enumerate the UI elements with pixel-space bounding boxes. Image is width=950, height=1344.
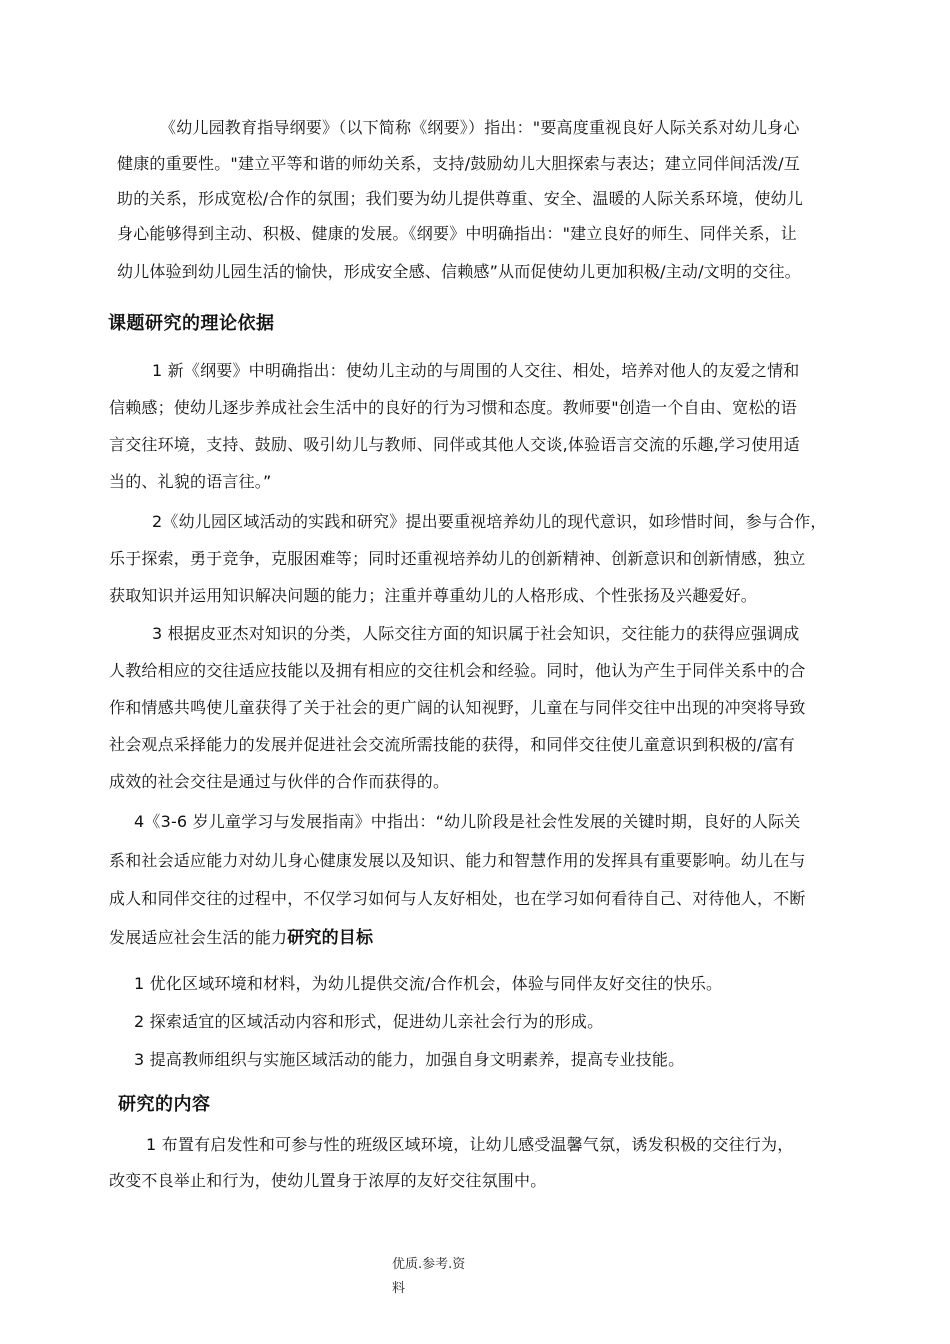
- list-item: 2 探索适宜的区域活动内容和形式，促进幼儿亲社会行为的形成。: [134, 1012, 604, 1031]
- text-line: 作和情感共鸣使儿童获得了关于社会的更广阔的认知视野，儿童在与同伴交往中出现的冲突将导致: [109, 698, 806, 717]
- section-heading-goals: 研究的目标: [287, 928, 374, 948]
- text-line: 获取知识并运用知识解决问题的能力；注重并尊重幼儿的人格形成、个性张扬及兴趣爱好。: [109, 586, 758, 605]
- text-line: 言交往环境，支持、鼓励、吸引幼儿与教师、同伴或其他人交谈,体验语言交流的乐趣,学习使用适: [109, 435, 800, 454]
- text-line: 助的关系，形成宽松/合作的氛围；我们要为幼儿提供尊重、安全、温暖的人际关系环境，使幼儿: [117, 189, 803, 208]
- text-line: 成人和同伴交往的过程中，不仅学习如何与人友好相处，也在学习如何看待自己、对待他人，不断: [109, 889, 806, 908]
- text-line: 人教给相应的交往适应技能以及拥有相应的交往机会和经验。同时，他认为产生于同伴关系中的合: [109, 661, 806, 680]
- text-line: 系和社会适应能力对幼儿身心健康发展以及知识、能力和智慧作用的发挥具有重要影响。幼儿在与: [109, 851, 806, 870]
- list-item: 1 优化区域环境和材料，为幼儿提供交流/合作机会，体验与同伴友好交往的快乐。: [134, 974, 723, 993]
- text-line: 1 新《纲要》中明确指出：使幼儿主动的与周围的人交往、相处，培养对他人的友爱之情和: [152, 361, 800, 380]
- text-line: 《幼儿园教育指导纲要》（以下简称《纲要》）指出："要高度重视良好人际关系对幼儿身心: [160, 118, 800, 137]
- text-line: 2《幼儿园区域活动的实践和研究》提出要重视培养幼儿的现代意识，如珍惜时间，参与合作，: [152, 512, 827, 531]
- text-line: 身心能够得到主动、积极、健康的发展。《纲要》中明确指出："建立良好的师生、同伴关系，让: [117, 224, 797, 243]
- footer-text-line2: 料: [392, 1281, 406, 1296]
- text-line: 3 根据皮亚杰对知识的分类，人际交往方面的知识属于社会知识，交往能力的获得应强调成: [152, 624, 800, 643]
- text-line: 健康的重要性。"建立平等和谐的师幼关系，支持/鼓励幼儿大胆探索与表达；建立同伴间活泼/互: [117, 154, 800, 173]
- list-item: 3 提高教师组织与实施区域活动的能力，加强自身文明素养，提高专业技能。: [134, 1050, 685, 1069]
- text-line: 改变不良举止和行为，使幼儿置身于浓厚的友好交往氛围中。: [109, 1171, 547, 1190]
- text-line: 社会观点采择能力的发展并促进社会交流所需技能的获得，和同伴交往使儿童意识到积极的/富有: [109, 735, 795, 754]
- text-line: 乐于探索，勇于竞争，克服困难等；同时还重视培养幼儿的创新精神、创新意识和创新情感，独立: [109, 549, 806, 568]
- text-line: 幼儿体验到幼儿园生活的愉快，形成安全感、信赖感”从而促使幼儿更加积极/主动/文明的交往。: [117, 262, 801, 281]
- section-heading-content: 研究的内容: [118, 1094, 211, 1115]
- section-heading-theory: 课题研究的理论依据: [108, 313, 275, 334]
- text-line: 1 布置有启发性和可参与性的班级区域环境，让幼儿感受温馨气氛，诱发积极的交往行为，: [146, 1135, 794, 1154]
- text-line: 4《3-6 岁儿童学习与发展指南》中指出：“幼儿阶段是社会性发展的关键时期，良好的人际关: [134, 812, 801, 831]
- text-line: 当的、礼貌的语言往。”: [109, 472, 272, 491]
- text-line: 信赖感；使幼儿逐步养成社会生活中的良好的行为习惯和态度。教师要"创造一个自由、宽松的语: [109, 398, 797, 417]
- text-line: [109, 928, 373, 948]
- text-line: 成效的社会交往是通过与伙伴的合作而获得的。: [109, 772, 450, 791]
- text-span: 发展适应社会生活的能力: [109, 928, 288, 947]
- footer-text-line1: 优质.参考.资: [392, 1257, 466, 1272]
